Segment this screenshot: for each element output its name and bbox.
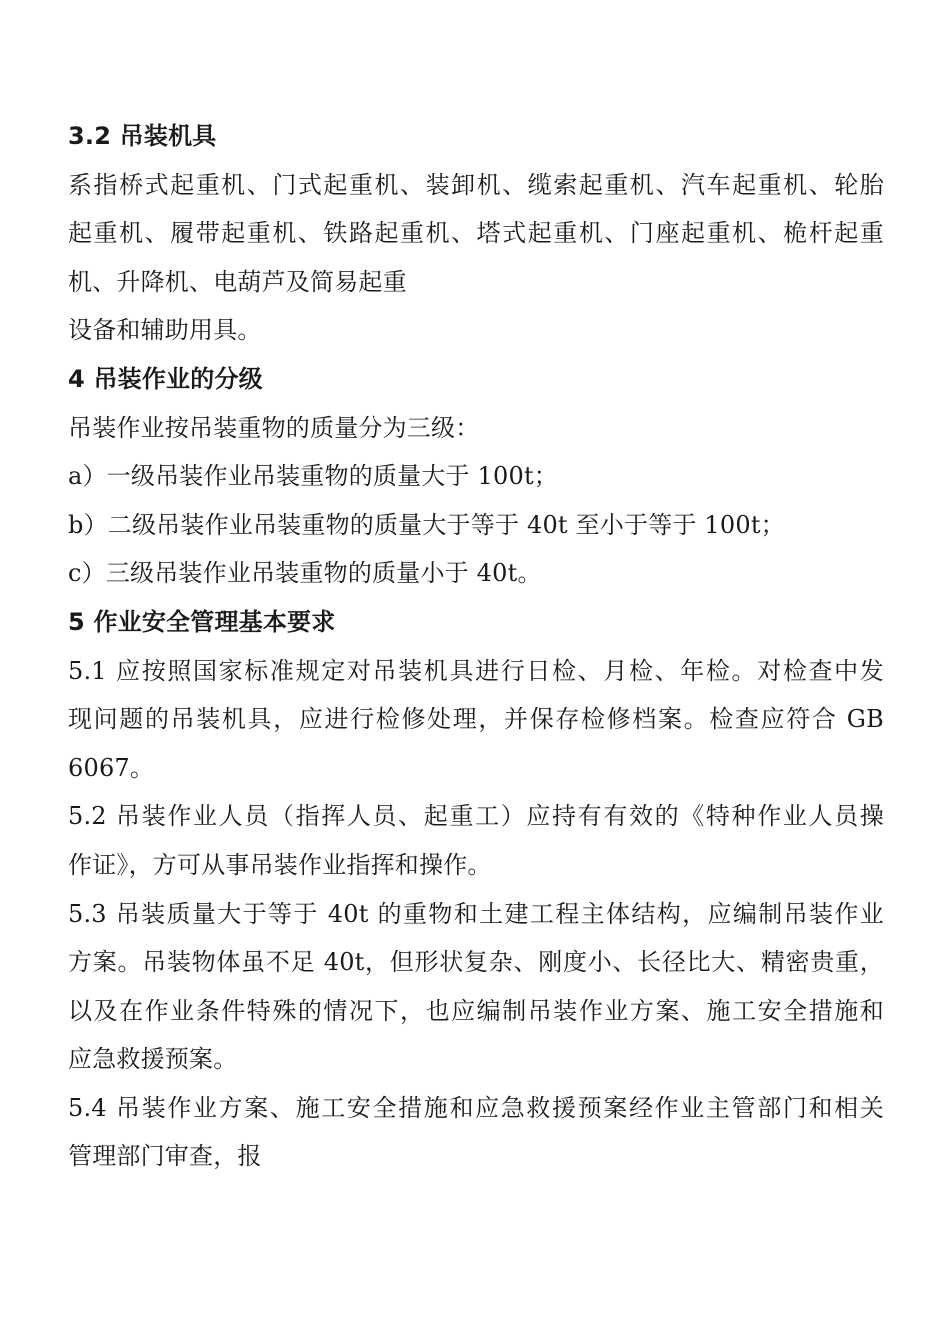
paragraph-5-3-line-4: 应急救援预案。 <box>68 1045 238 1074</box>
paragraph-3-2-line-1: 系指桥式起重机、门式起重机、装卸机、缆索起重机、汽车起重机、轮胎 <box>68 170 884 199</box>
paragraph-5-1-line-3: 6067。 <box>68 753 155 782</box>
paragraph-5-1-line-1: 5.1 应按照国家标准规定对吊装机具进行日检、月检、年检。对检查中发 <box>68 656 884 685</box>
paragraph-5-2-line-1: 5.2 吊装作业人员（指挥人员、起重工）应持有有效的《特种作业人员操 <box>68 802 884 831</box>
document-body <box>68 112 884 1181</box>
heading-5: 5 作业安全管理基本要求 <box>68 607 336 636</box>
paragraph-3-2-line-3: 机、升降机、电葫芦及简易起重 <box>68 267 407 296</box>
list-item-b: b）二级吊装作业吊装重物的质量大于等于 40t 至小于等于 100t； <box>68 510 785 539</box>
paragraph-3-2-line-4: 设备和辅助用具。 <box>68 316 262 345</box>
paragraph-3-2-line-2: 起重机、履带起重机、铁路起重机、塔式起重机、门座起重机、桅杆起重 <box>68 219 884 248</box>
paragraph-4-intro: 吊装作业按吊装重物的质量分为三级： <box>68 413 480 442</box>
paragraph-5-3-line-2: 方案。吊装物体虽不足 40t，但形状复杂、刚度小、长径比大、精密贵重， <box>68 948 884 977</box>
paragraph-5-3-line-1: 5.3 吊装质量大于等于 40t 的重物和土建工程主体结构，应编制吊装作业 <box>68 899 884 928</box>
heading-4: 4 吊装作业的分级 <box>68 364 263 393</box>
paragraph-5-4-line-1: 5.4 吊装作业方案、施工安全措施和应急救援预案经作业主管部门和相关 <box>68 1093 884 1122</box>
list-item-a: a）一级吊装作业吊装重物的质量大于 100t； <box>68 462 558 491</box>
list-item-c: c）三级吊装作业吊装重物的质量小于 40t。 <box>68 559 542 588</box>
paragraph-5-2-line-2: 作证》，方可从事吊装作业指挥和操作。 <box>68 850 492 879</box>
paragraph-5-4-line-2: 管理部门审查，报 <box>68 1142 262 1171</box>
heading-3-2: 3.2 吊装机具 <box>68 122 217 150</box>
paragraph-5-3-line-3: 以及在作业条件特殊的情况下，也应编制吊装作业方案、施工安全措施和 <box>68 996 884 1025</box>
paragraph-5-1-line-2: 现问题的吊装机具，应进行检修处理，并保存检修档案。检查应符合 GB <box>68 705 884 734</box>
